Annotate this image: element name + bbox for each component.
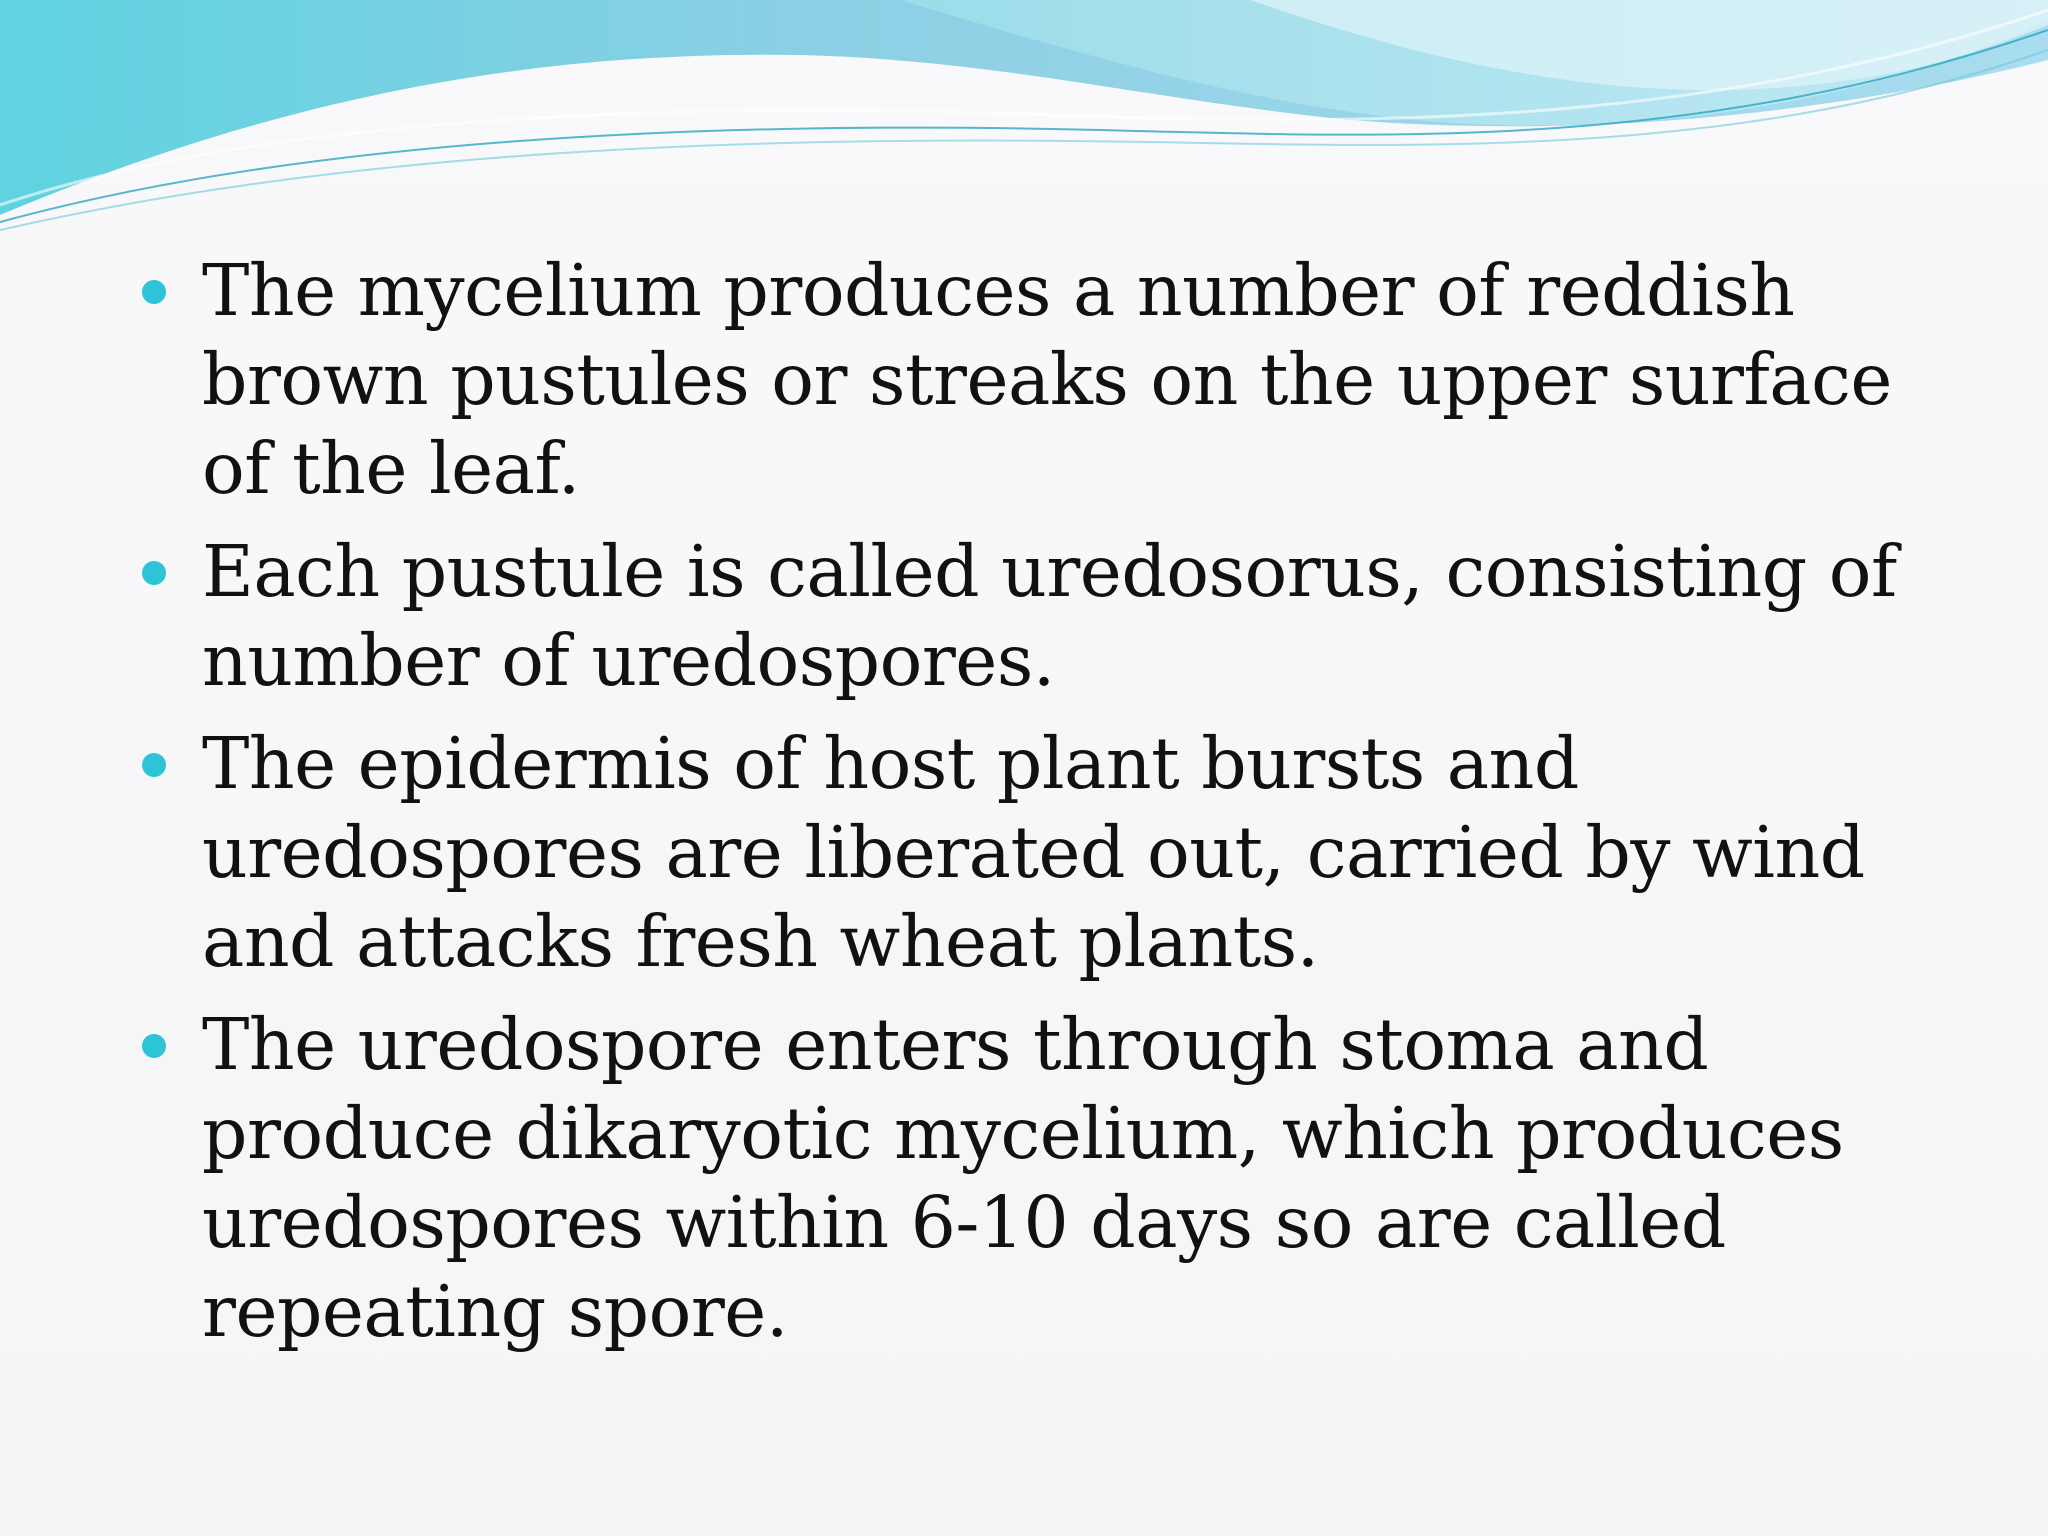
bullet-dot-icon bbox=[142, 561, 166, 585]
wave-header-decoration bbox=[0, 0, 2048, 240]
bullet-item bbox=[142, 246, 1942, 513]
bullet-item bbox=[142, 719, 1942, 986]
bullet-dot-icon bbox=[142, 1034, 166, 1058]
bullet-dot-icon bbox=[142, 753, 166, 777]
bullet-list bbox=[142, 246, 1942, 1370]
bullet-text: Each pustule is called uredosorus, consisting of number of uredospores. bbox=[202, 530, 1897, 702]
bullet-text: The mycelium produces a number of reddish brown pustules or streaks on the upper surface of the leaf. bbox=[202, 249, 1892, 510]
bullet-text: The uredospore enters through stoma and produce dikaryotic mycelium, which produces uredospores within 6-10 days so are called repeating spore. bbox=[202, 1003, 1844, 1353]
bullet-item bbox=[142, 1000, 1942, 1356]
bullet-item bbox=[142, 527, 1942, 705]
bullet-dot-icon bbox=[142, 280, 166, 304]
bullet-text: The epidermis of host plant bursts and uredospores are liberated out, carried by wind and attacks fresh wheat plants. bbox=[202, 722, 1865, 983]
